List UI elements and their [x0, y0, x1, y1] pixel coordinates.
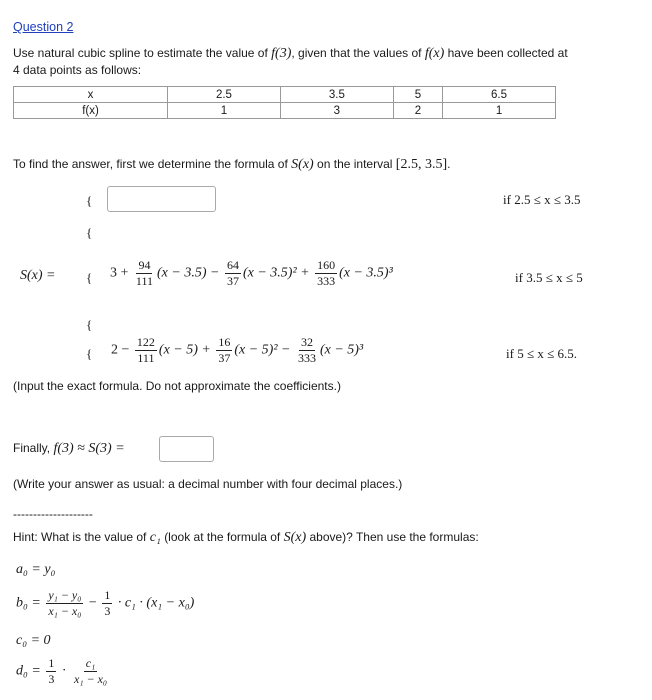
- b0-tail: · c₁ · (x₁ − x₀): [117, 595, 195, 611]
- formula-d0: [16, 657, 111, 685]
- b0-minus: −: [88, 595, 97, 611]
- prompt-fx: f(x): [424, 46, 445, 61]
- interval-sx: S(x): [291, 157, 314, 172]
- table-row-x: [14, 87, 556, 103]
- interval-middle: on the interval: [317, 157, 393, 171]
- brace-line-1: {: [86, 193, 93, 208]
- d0-dot: ·: [61, 663, 67, 679]
- prompt-part2: , given that the values of: [291, 46, 422, 60]
- b0-third: $\frac{1}{3}$: [104, 588, 111, 618]
- formula-a0: a₀ = y₀: [16, 562, 56, 577]
- finally-label: Finally,: [13, 441, 51, 455]
- table-cell: 2: [393, 103, 442, 119]
- table-cell: 6.5: [443, 87, 556, 103]
- piece2-term3: (x − 3.5)³: [339, 265, 393, 281]
- hint-after: above)? Then use the formulas:: [309, 530, 479, 544]
- decimal-note: (Write your answer as usual: a decimal number with four decimal places.): [13, 477, 403, 491]
- table-cell: x: [14, 87, 168, 103]
- interval-sentence: [13, 157, 450, 173]
- b0-lhs: b₀ =: [16, 595, 41, 611]
- prompt-part1: Use natural cubic spline to estimate the value of: [13, 46, 268, 60]
- piece1-condition: if 2.5 ≤ x ≤ 3.5: [503, 192, 581, 207]
- piece3-constant: 2 −: [111, 342, 130, 358]
- table-cell: 1: [168, 103, 281, 119]
- hint-c1: c₁: [149, 530, 161, 545]
- piece3-frac1: $\frac{122}{111}$: [136, 335, 155, 365]
- brace-line-2: {: [86, 225, 93, 240]
- d0-third: $\frac{1}{3}$: [48, 656, 55, 686]
- brace-line-5: {: [86, 346, 93, 361]
- piece3-term2: (x − 5)² −: [234, 342, 291, 358]
- question-prompt: [13, 45, 641, 79]
- prompt-line2: 4 data points as follows:: [13, 63, 142, 77]
- piece2-frac1: $\frac{94}{111}$: [135, 258, 154, 288]
- brace-line-3: {: [86, 270, 93, 285]
- piece2-term2: (x − 3.5)² +: [242, 265, 310, 281]
- separator: --------------------: [13, 507, 93, 521]
- b0-frac: $\frac{\text{y₁ − y₀}}{\text{x₁ − x₀}}$: [48, 588, 82, 618]
- question-title[interactable]: Question 2: [13, 20, 74, 34]
- piece3-condition: if 5 ≤ x ≤ 6.5.: [506, 346, 577, 361]
- table-cell: f(x): [14, 103, 168, 119]
- piece3-term3: (x − 5)³: [319, 342, 364, 358]
- final-answer-input[interactable]: [159, 436, 214, 462]
- formula-b0: [16, 589, 194, 617]
- final-answer-line: [13, 441, 125, 457]
- piece2-frac3: $\frac{160}{333}$: [317, 258, 336, 288]
- piece2-formula: [110, 259, 393, 287]
- approx-expression: f(3) ≈ S(3) =: [53, 441, 125, 456]
- piece3-formula: [111, 336, 363, 364]
- table-cell: 3.5: [280, 87, 393, 103]
- hint-middle: (look at the formula of: [164, 530, 281, 544]
- prompt-f3: f(3): [271, 46, 292, 61]
- table-cell: 3: [280, 103, 393, 119]
- data-points-table: [13, 86, 556, 119]
- piece1-formula-input[interactable]: [107, 186, 216, 212]
- piece2-frac2: $\frac{64}{37}$: [226, 258, 239, 288]
- piece3-frac2: $\frac{16}{37}$: [218, 335, 231, 365]
- brace-line-4: {: [86, 317, 93, 332]
- piece2-term1: (x − 3.5) −: [157, 265, 220, 281]
- hint-line: [13, 530, 479, 546]
- table-cell: 1: [443, 103, 556, 119]
- piece3-frac3: $\frac{32}{333}$: [297, 335, 316, 365]
- table-cell: 5: [393, 87, 442, 103]
- piece2-constant: 3 +: [110, 265, 129, 281]
- d0-lhs: d₀ =: [16, 663, 41, 679]
- d0-frac: $\frac{\text{c₁}}{\text{x₁ − x₀}}$: [74, 656, 108, 686]
- interval-after: .: [447, 157, 451, 171]
- spline-lhs: S(x) =: [20, 268, 56, 283]
- piece2-condition: if 3.5 ≤ x ≤ 5: [515, 270, 583, 285]
- interval-before: To find the answer, first we determine the formula of: [13, 157, 288, 171]
- prompt-part3: have been collected at: [447, 46, 568, 60]
- exact-formula-note: (Input the exact formula. Do not approximate the coefficients.): [13, 379, 341, 393]
- table-row-fx: [14, 103, 556, 119]
- hint-sx: S(x): [283, 530, 307, 545]
- hint-before: Hint: What is the value of: [13, 530, 147, 544]
- table-cell: 2.5: [168, 87, 281, 103]
- interval-value: [2.5, 3.5]: [395, 157, 448, 172]
- piece3-term1: (x − 5) +: [158, 342, 211, 358]
- formula-c0: c₀ = 0: [16, 633, 51, 648]
